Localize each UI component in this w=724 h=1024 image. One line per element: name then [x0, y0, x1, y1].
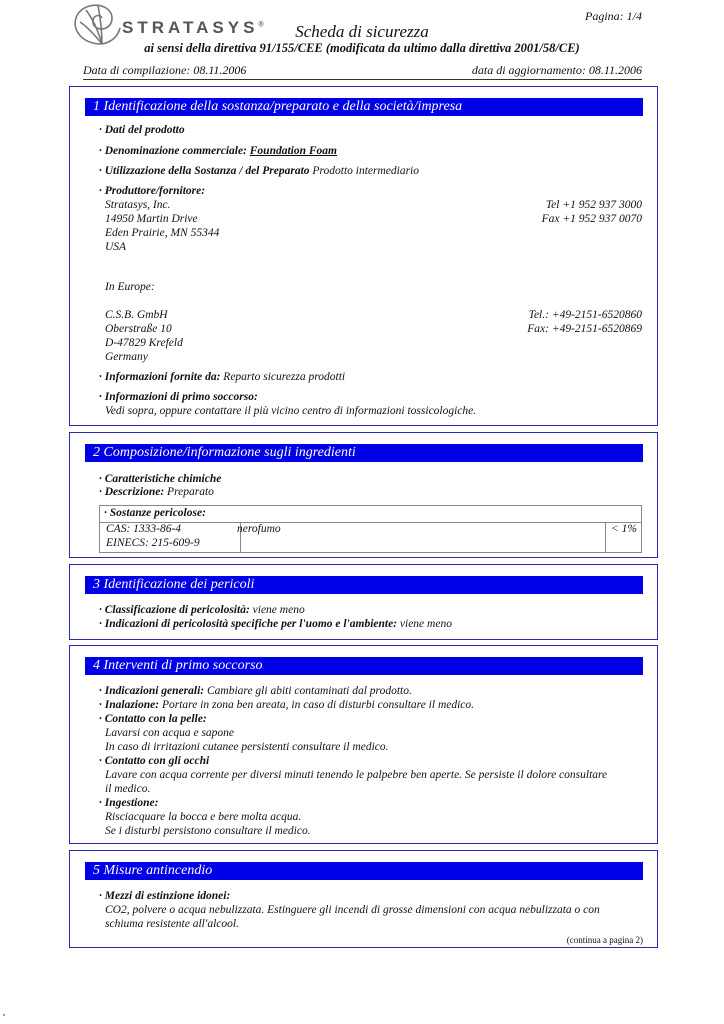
address-us-line-2: 14950 Martin Drive — [105, 213, 198, 225]
general-indications: · Indicazioni generali: Cambiare gli abiti contaminati dal prodotto. — [99, 685, 412, 697]
table-cell-ids — [100, 522, 241, 552]
skin-contact-1: Lavarsi con acqua e sapone — [105, 727, 235, 739]
continued-note: (continua a pagina 2) — [566, 935, 643, 945]
address-us-line-4: USA — [105, 241, 127, 253]
page-number: Pagina: 1/4 — [585, 9, 642, 23]
page-mark — [3, 1014, 5, 1016]
section-2-title: 2 Composizione/informazione sugli ingredienti — [85, 444, 643, 462]
trade-name-value: Foundation Foam — [249, 145, 338, 157]
update-date: data di aggiornamento: 08.11.2006 — [471, 63, 642, 77]
section-4-title: 4 Interventi di primo soccorso — [85, 657, 643, 675]
hazard-classification: · Classificazione di pericolosità: viene meno — [99, 604, 305, 616]
section-1-title: 1 Identificazione della sostanza/preparato e della società/impresa — [85, 98, 643, 116]
section-2 — [69, 432, 658, 558]
table-header: · Sostanze pericolose: — [100, 506, 641, 523]
eye-contact-1: Lavare con acqua corrente per diversi minuti tenendo le palpebre ben aperte. Se persiste il dolore consultare — [105, 769, 608, 781]
address-us-line-1: Stratasys, Inc. — [105, 199, 171, 211]
einecs-number: EINECS: 215-609-9 — [106, 537, 200, 549]
first-aid-info-text: Vedi sopra, oppure contattare il più vicino centro di informazioni tossicologiche. — [105, 405, 477, 417]
extinguishing-media-2: schiuma resistente all'alcool. — [105, 918, 239, 930]
hazardous-substances-table — [99, 505, 642, 553]
extinguishing-media-1: CO2, polvere o acqua nebulizzata. Estinguere gli incendi di grosse dimensioni con acqua nebulizzata o con — [105, 904, 600, 916]
eye-contact-label: · Contatto con gli occhi — [99, 755, 210, 767]
first-aid-info-label: · Informazioni di primo soccorso: — [99, 391, 258, 403]
address-eu-line-2: Oberstraße 10 — [105, 323, 172, 335]
phone-eu: Tel.: +49-2151-6520860 — [528, 309, 642, 321]
skin-contact-label: · Contatto con la pelle: — [99, 713, 207, 725]
address-us-line-3: Eden Prairie, MN 55344 — [105, 227, 220, 239]
header-divider — [83, 79, 642, 80]
section-5 — [69, 850, 658, 948]
document-subtitle: ai sensi della direttiva 91/155/CEE (modificata da ultimo dalla direttiva 2001/58/CE) — [144, 41, 580, 55]
address-eu-line-1: C.S.B. GmbH — [105, 309, 168, 321]
skin-contact-2: In caso di irritazioni cutanee persistenti consultare il medico. — [105, 741, 389, 753]
brand-wordmark: STRATASYS® — [122, 18, 264, 37]
inhalation: · Inalazione: Portare in zona ben areata, in caso di disturbi consultare il medico. — [99, 699, 475, 711]
ingestion-label: · Ingestione: — [99, 797, 159, 809]
europe-label: In Europe: — [105, 281, 155, 293]
document-title: Scheda di sicurezza — [295, 22, 429, 41]
hazard-indications: · Indicazioni di pericolosità specifiche per l'uomo e l'ambiente: viene meno — [99, 618, 452, 630]
usage: · Utilizzazione della Sostanza / del Preparato Prodotto intermediario — [99, 165, 420, 177]
ingestion-2: Se i disturbi persistono consultare il medico. — [105, 825, 311, 837]
phone-us: Tel +1 952 937 3000 — [545, 199, 642, 211]
chemical-characteristics: · Caratteristiche chimiche — [99, 473, 222, 485]
concentration: < 1% — [605, 522, 641, 552]
address-eu-line-4: Germany — [105, 351, 148, 363]
extinguishing-media-label: · Mezzi di estinzione idonei: — [99, 890, 231, 902]
producer-label: · Produttore/fornitore: — [99, 185, 206, 197]
section-3 — [69, 564, 658, 640]
section-4 — [69, 645, 658, 844]
section-1 — [69, 86, 658, 426]
info-provided-by: · Informazioni fornite da: Reparto sicurezza prodotti — [99, 371, 346, 383]
section-3-title: 3 Identificazione dei pericoli — [85, 576, 643, 594]
eye-contact-2: il medico. — [105, 783, 151, 795]
fax-eu: Fax: +49-2151-6520869 — [527, 323, 642, 335]
ingestion-1: Risciacquare la bocca e bere molta acqua. — [105, 811, 302, 823]
substance-name: nerofumo — [237, 523, 281, 535]
cas-number: CAS: 1333-86-4 — [106, 523, 182, 535]
description: · Descrizione: Preparato — [99, 486, 214, 498]
compilation-date: Data di compilazione: 08.11.2006 — [83, 63, 247, 77]
trade-name: · Denominazione commerciale: Foundation Foam — [99, 145, 338, 157]
section-5-title: 5 Misure antincendio — [85, 862, 643, 880]
fax-us: Fax +1 952 937 0070 — [541, 213, 642, 225]
address-eu-line-3: D-47829 Krefeld — [105, 337, 183, 349]
product-data-label: · Dati del prodotto — [99, 124, 185, 136]
